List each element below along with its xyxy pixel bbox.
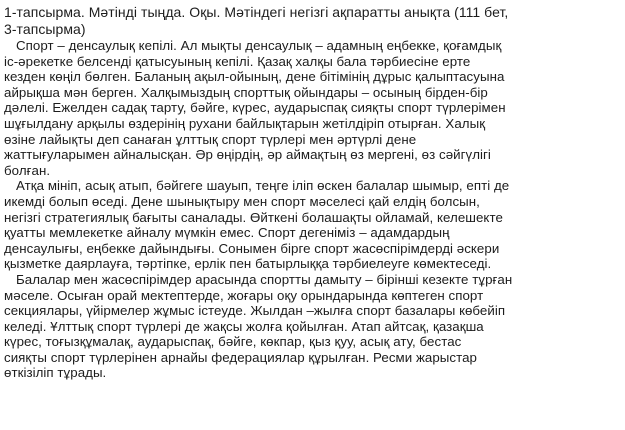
paragraph-3-line: сияқты спорт түрлерінен арнайы федерациялар құрылған. Ресми жарыстар <box>4 349 477 365</box>
paragraph-3-line: секциялары, үйірмелер жұмыс істеуде. Жылдан –жылға спорт базалары көбейіп <box>4 303 506 319</box>
paragraph-1-line: іс-әрекетке белсенді қатысуының кепілі. Қазақ халқы бала тәрбиесіне ерте <box>4 53 471 69</box>
task-title-line: 3-тапсырма) <box>4 21 86 37</box>
paragraph-3-line: күрес, тоғызқұмалақ, аударыспақ, бәйге, көкпар, қыз қуу, асық ату, бестас <box>4 334 462 350</box>
paragraph-2-line: қуатты мемлекетке айналу мүмкін емес. Спорт дегеніміз – адамдардың <box>4 225 450 241</box>
paragraph-1-line: өзіне лайықты деп санаған ұлттық спорт түрлері мен әртүрлі дене <box>4 131 417 147</box>
paragraph-2-line: негізгі стратегиялық бағыты саналады. Өйткені болашақты ойламай, келешекте <box>4 209 503 225</box>
paragraph-1-line: дәлелі. Ежелден садақ тарту, бәйге, күрес, аударыспақ сияқты спорт түрлерімен <box>4 100 506 116</box>
paragraph-1-line: кезден көңіл бөлген. Баланың ақыл-ойының, дене бітімінің дұрыс қалыптасуына <box>4 69 505 85</box>
main-text <box>4 38 615 381</box>
paragraph-3-line: Балалар мен жасөспірімдер арасында спортты дамыту – бірінші кезекте тұрған <box>16 271 513 287</box>
paragraph-3-line: мәселе. Осыған орай мектептерде, жоғары оқу орындарында көптеген спорт <box>4 287 484 303</box>
task-title-line: 1-тапсырма. Мәтінді тыңда. Оқы. Мәтіндегі негізгі ақпаратты анықта (111 бет, <box>4 4 509 20</box>
paragraph-3-line: келеді. Ұлттық спорт түрлері де жақсы жолға қойылған. Атап айтсақ, қазақша <box>4 318 484 334</box>
paragraph-3-line: өткізіліп тұрады. <box>4 365 107 381</box>
paragraph-1-line: болған. <box>4 162 51 178</box>
paragraph-2-line: Атқа мініп, асық атып, бәйгеге шауып, теңге іліп өскен балалар шымыр, епті де <box>16 178 510 194</box>
paragraph-1-line: айрықша мән берген. Халқымыздың спорттық ойындары – осының бірден-бір <box>4 84 488 100</box>
paragraph-2-line: қызметке даярлауға, тәртіпке, ерлік пен батырлыққа тәрбиелеуге көмектеседі. <box>4 256 492 272</box>
paragraph-1-line: Спорт – денсаулық кепілі. Ал мықты денсаулық – адамның еңбекке, қоғамдық <box>16 38 502 53</box>
paragraph-1-line: шұғылдану арқылы өздерінің рухани байлықтарын жетілдіріп отырған. Халық <box>4 115 486 131</box>
paragraph-1-line: жаттығуларымен айналысқан. Әр өңірдің, әр аймақтың өз мергені, өз сәйгүлігі <box>4 147 491 163</box>
paragraph-2-line: денсаулығы, еңбекке дайындығы. Сонымен бірге спорт жасөспірімдерді әскери <box>4 240 500 256</box>
paragraph-2-line: икемді болып өседі. Дене шынықтыру мен спорт мәселесі қай елдің болсын, <box>4 193 480 209</box>
task-title <box>4 4 609 38</box>
